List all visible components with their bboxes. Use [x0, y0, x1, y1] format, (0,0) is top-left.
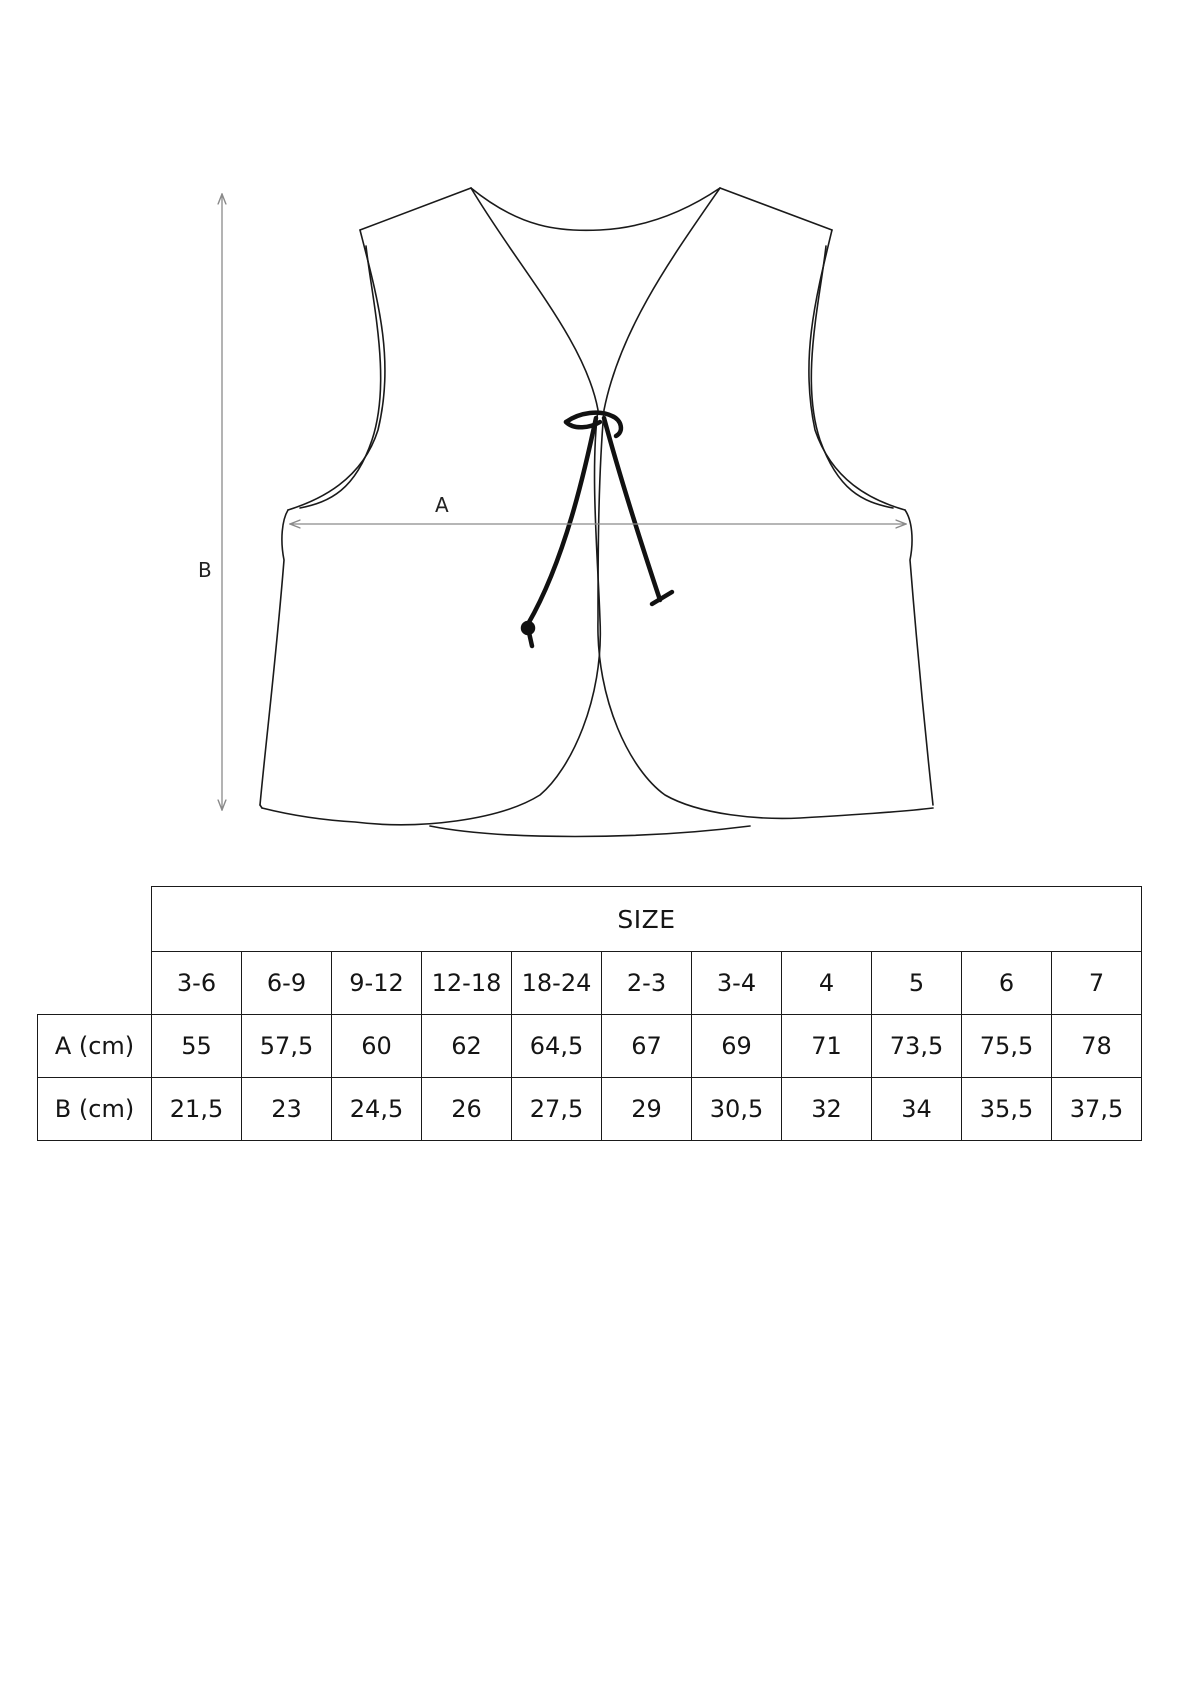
table-cell: 37,5 [1052, 1078, 1142, 1141]
size-header: 9-12 [332, 952, 422, 1015]
table-cell: 30,5 [692, 1078, 782, 1141]
table-row [38, 1015, 1142, 1078]
dimension-b-label: B [198, 558, 212, 582]
dimension-a-label: A [435, 493, 449, 517]
table-cell: 67 [602, 1015, 692, 1078]
size-header: 6 [962, 952, 1052, 1015]
table-cell: 27,5 [512, 1078, 602, 1141]
title-row [38, 887, 1142, 952]
dimension-b [198, 194, 222, 810]
corner-blank [38, 952, 152, 1015]
table-cell: 24,5 [332, 1078, 422, 1141]
size-header: 5 [872, 952, 962, 1015]
table-cell: 29 [602, 1078, 692, 1141]
size-header: 18-24 [512, 952, 602, 1015]
table-cell: 35,5 [962, 1078, 1052, 1141]
table-cell: 32 [782, 1078, 872, 1141]
size-header: 2-3 [602, 952, 692, 1015]
table-cell: 26 [422, 1078, 512, 1141]
table-cell: 57,5 [242, 1015, 332, 1078]
table-cell: 71 [782, 1015, 872, 1078]
size-header: 3-4 [692, 952, 782, 1015]
size-header: 3-6 [152, 952, 242, 1015]
table-cell: 21,5 [152, 1078, 242, 1141]
size-header-row [38, 952, 1142, 1015]
corner-blank [38, 887, 152, 952]
table-row [38, 1078, 1142, 1141]
size-header: 4 [782, 952, 872, 1015]
table-cell: 55 [152, 1015, 242, 1078]
size-header: 12-18 [422, 952, 512, 1015]
table-cell: 62 [422, 1015, 512, 1078]
table-cell: 23 [242, 1078, 332, 1141]
table-cell: 73,5 [872, 1015, 962, 1078]
table-cell: 75,5 [962, 1015, 1052, 1078]
table-cell: 78 [1052, 1015, 1142, 1078]
row-label-b: B (cm) [38, 1078, 152, 1141]
size-chart-table [37, 886, 1142, 1141]
row-label-a: A (cm) [38, 1015, 152, 1078]
table-cell: 60 [332, 1015, 422, 1078]
size-title: SIZE [152, 887, 1142, 952]
vest-outline [260, 188, 933, 837]
size-header: 7 [1052, 952, 1142, 1015]
table-cell: 69 [692, 1015, 782, 1078]
table-cell: 34 [872, 1078, 962, 1141]
size-header: 6-9 [242, 952, 332, 1015]
table-cell: 64,5 [512, 1015, 602, 1078]
